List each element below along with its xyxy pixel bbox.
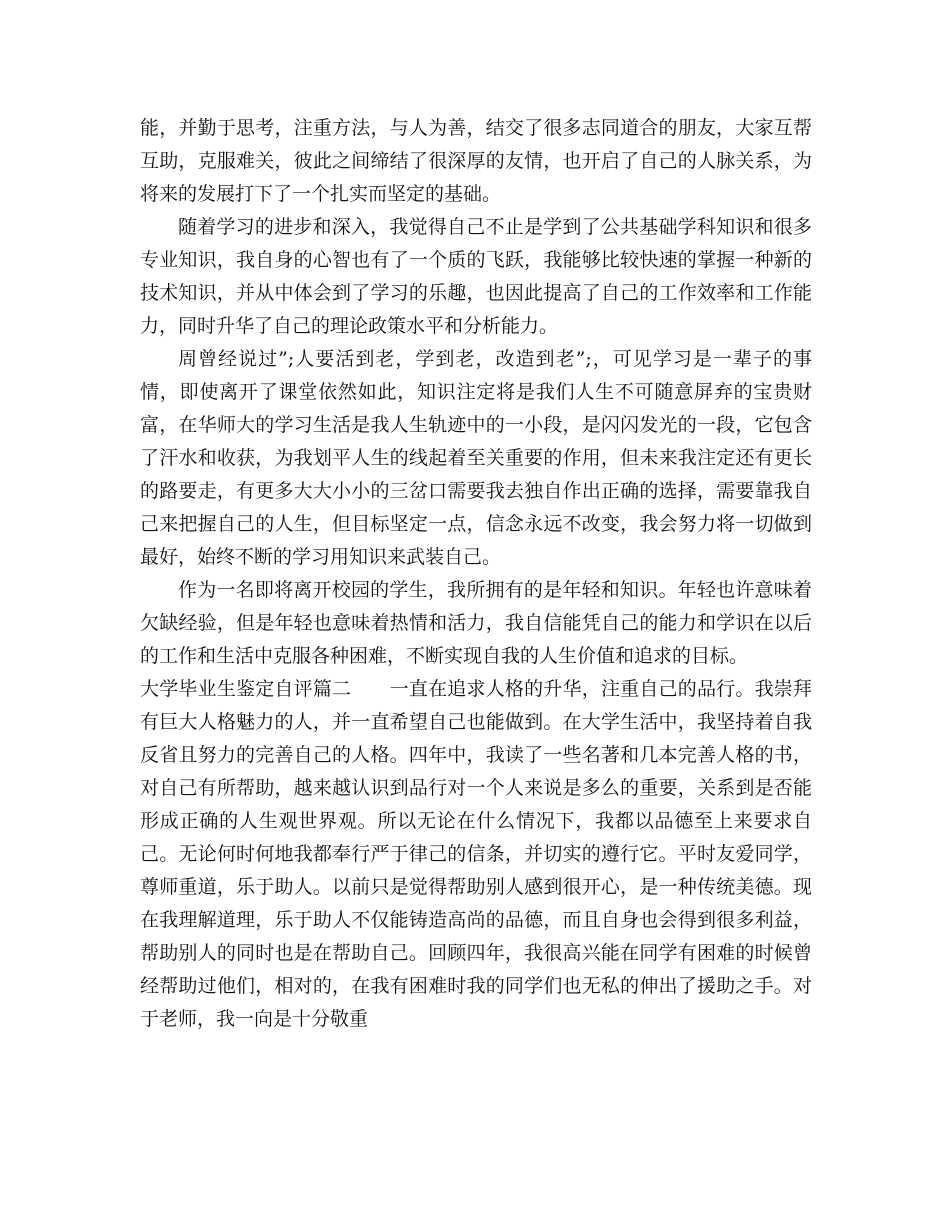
section-text: 一直在追求人格的升华，注重自己的品行。我崇拜有巨大人格魅力的人，并一直希望自己也能做到。在大学生活中，我坚持着自我反省且努力的完善自己的人格。四年中，我读了一些名著和几本完善人格的书，对自己有所帮助，越来越认识到品行对一个人来说是多么的重要，关系到是否能形成正确的人生观世界观。所以无论在什么情况下，我都以品德至上来要求自己。无论何时何地我都奉行严于律己的信条，并切实的遵行它。平时友爱同学，尊师重道，乐于助人。以前只是觉得帮助别人感到很开心，是一种传统美德。现在我理解道理，乐于助人不仅能铸造高尚的品德，而且自身也会得到很多利益，帮助别人的同时也是在帮助自己。回顾四年，我很高兴能在同学有困难的时候曾经帮助过他们，相对的，在我有困难时我的同学们也无私的伸出了援助之手。对于老师，我一向是十分敬重	[140, 678, 812, 1030]
paragraph-2: 随着学习的进步和深入，我觉得自己不止是学到了公共基础学科知识和很多专业知识，我自身的心智也有了一个质的飞跃，我能够比较快速的掌握一种新的技术知识，并从中体会到了学习的乐趣，也因此提高了自己的工作效率和工作能力，同时升华了自己的理论政策水平和分析能力。	[140, 216, 812, 337]
paragraph-4: 作为一名即将离开校园的学生，我所拥有的是年轻和知识。年轻也许意味着欠缺经验，但是年轻也意味着热情和活力，我自信能凭自己的能力和学识在以后的工作和生活中克服各种困难，不断实现自我的人生价值和追求的目标。	[140, 579, 812, 667]
paragraph-3: 周曾经说过”;人要活到老，学到老，改造到老”;，可见学习是一辈子的事情，即使离开了课堂依然如此，知识注定将是我们人生不可随意屏弃的宝贵财富，在华师大的学习生活是我人生轨迹中的一小段，是闪闪发光的一段，它包含了汗水和收获，为我划平人生的线起着至关重要的作用，但未来我注定还有更长的路要走，有更多大大小小的三岔口需要我去独自作出正确的选择，需要靠我自己来把握自己的人生，但目标坚定一点，信念永远不改变，我会努力将一切做到最好，始终不断的学习用知识来武装自己。	[140, 348, 812, 568]
document-page	[140, 112, 812, 1036]
section-heading: 大学毕业生鉴定自评篇二	[140, 678, 352, 700]
paragraph-1: 能，并勤于思考，注重方法，与人为善，结交了很多志同道合的朋友，大家互帮互助，克服难关，彼此之间缔结了很深厚的友情，也开启了自己的人脉关系，为将来的发展打下了一个扎实而坚定的基础。	[140, 117, 812, 205]
heading-gap	[351, 678, 389, 700]
section-paragraph	[140, 673, 812, 1036]
